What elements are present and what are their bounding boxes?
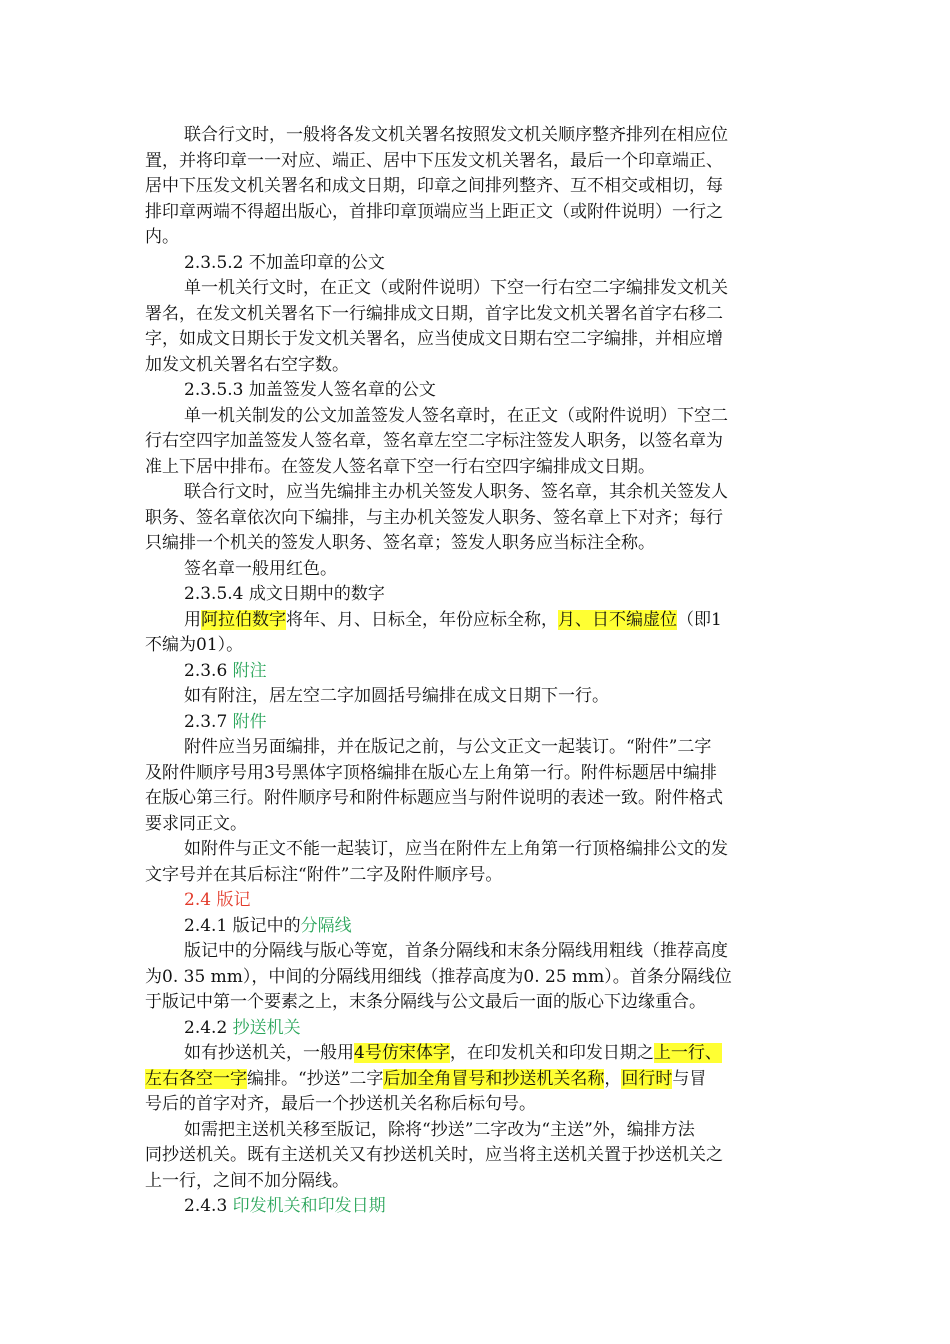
- text-segment: 加发文机关署名右空字数。: [145, 354, 349, 375]
- text-line: [145, 506, 805, 532]
- text-segment: 文字号并在其后标注“附件”二字及附件顺序号。: [145, 864, 503, 885]
- text-line: [145, 302, 805, 328]
- text-segment: （即1: [677, 609, 722, 630]
- text-line: [145, 837, 805, 863]
- text-segment: 单一机关制发的公文加盖签发人签名章时，在正文（或附件说明）下空二: [184, 405, 728, 426]
- text-segment: 如需把主送机关移至版记，除将“抄送”二字改为“主送”外，编排方法: [184, 1119, 695, 1140]
- text-line: [145, 990, 805, 1016]
- highlighted-text: 回行时: [621, 1068, 673, 1089]
- text-line: [145, 251, 805, 277]
- text-segment: 要求同正文。: [145, 813, 247, 834]
- text-line: [145, 1118, 805, 1144]
- colored-heading-text: 2.4 版记: [184, 890, 251, 910]
- text-line: [145, 149, 805, 175]
- text-line: [145, 200, 805, 226]
- text-line: [145, 710, 805, 736]
- text-segment: 单一机关行文时，在正文（或附件说明）下空一行右空二字编排发文机关: [184, 278, 728, 298]
- colored-heading-text: 附件: [232, 711, 267, 732]
- text-segment: 同抄送机关。既有主送机关又有抄送机关时，应当将主送机关置于抄送机关之: [145, 1145, 723, 1165]
- text-line: [145, 174, 805, 200]
- colored-heading-text: 分隔线: [300, 915, 352, 936]
- text-line: [145, 429, 805, 455]
- text-line: [145, 812, 805, 838]
- text-segment: 字，如成文日期长于发文机关署名，应当使成文日期右空二字编排，并相应增: [145, 329, 723, 349]
- text-line: [145, 863, 805, 889]
- text-line: [145, 914, 805, 940]
- text-line: [145, 1169, 805, 1195]
- text-segment: 居中下压发文机关署名和成文日期，印章之间排列整齐、互不相交或相切，每: [145, 176, 723, 196]
- text-segment: 附件应当另面编排，并在版记之前，与公文正文一起装订。“附件”二字: [184, 737, 712, 757]
- document-body: [145, 123, 805, 1220]
- text-line: [145, 353, 805, 379]
- text-segment: 版记中的分隔线与版心等宽，首条分隔线和末条分隔线用粗线（推荐高度: [184, 941, 728, 961]
- text-segment: 行右空四字加盖签发人签名章，签名章左空二字标注签发人职务，以签名章为: [145, 431, 723, 451]
- text-segment: 2.3.5.4 成文日期中的数字: [184, 584, 385, 604]
- text-line: [145, 761, 805, 787]
- text-line: [145, 480, 805, 506]
- text-line: [145, 1194, 805, 1220]
- text-line: [145, 378, 805, 404]
- highlighted-text: 阿拉伯数字: [201, 609, 286, 630]
- text-line: [145, 1092, 805, 1118]
- text-segment: 号后的首字对齐，最后一个抄送机关名称后标句号。: [145, 1094, 536, 1114]
- text-line: [145, 1041, 805, 1067]
- text-segment: 与冒: [672, 1068, 707, 1089]
- text-line: [145, 327, 805, 353]
- text-line: [145, 684, 805, 710]
- text-segment: 签名章一般用红色。: [184, 558, 337, 579]
- text-segment: 联合行文时，应当先编排主办机关签发人职务、签名章，其余机关签发人: [184, 482, 728, 502]
- text-line: [145, 582, 805, 608]
- text-segment: 2.3.5.2 不加盖印章的公文: [184, 252, 385, 273]
- colored-heading-text: 印发机关和印发日期: [232, 1196, 386, 1216]
- text-segment: 用: [184, 609, 201, 630]
- text-segment: 不编为01）。: [145, 635, 244, 655]
- text-segment: 2.4.1 版记中的: [184, 915, 301, 936]
- highlighted-text: 月、日不编虚位: [558, 609, 677, 630]
- text-segment: 内。: [145, 227, 179, 247]
- text-segment: 如有抄送机关，一般用: [184, 1043, 354, 1063]
- text-line: [145, 404, 805, 430]
- text-line: [145, 888, 805, 914]
- text-segment: 2.3.6: [184, 660, 233, 681]
- text-segment: 2.3.5.3 加盖签发人签名章的公文: [184, 380, 436, 400]
- text-line: [145, 557, 805, 583]
- text-segment: 2.4.2: [184, 1017, 233, 1038]
- colored-heading-text: 抄送机关: [232, 1017, 301, 1038]
- text-line: [145, 633, 805, 659]
- text-line: [145, 735, 805, 761]
- text-segment: 上一行，之间不加分隔线。: [145, 1170, 349, 1191]
- text-segment: 2.3.7: [184, 711, 233, 732]
- text-line: [145, 276, 805, 302]
- text-segment: 职务、签名章依次向下编排，与主办机关签发人职务、签名章上下对齐；每行: [145, 507, 723, 528]
- text-segment: 编排。“抄送”二字: [247, 1068, 384, 1089]
- text-segment: ，在印发机关和印发日期之: [449, 1043, 654, 1063]
- text-line: [145, 123, 805, 149]
- text-line: [145, 1143, 805, 1169]
- text-segment: 及附件顺序号用3号黑体字顶格编排在版心左上角第一行。附件标题居中编排: [145, 762, 717, 783]
- text-line: [145, 786, 805, 812]
- text-line: [145, 1067, 805, 1093]
- text-segment: 只编排一个机关的签发人职务、签名章；签发人职务应当标注全称。: [145, 533, 655, 553]
- text-segment: 将年、月、日标全，年份应标全称，: [286, 609, 558, 630]
- highlighted-text: 上一行、: [653, 1043, 722, 1063]
- highlighted-text: 后加全角冒号和抄送机关名称: [383, 1068, 605, 1089]
- text-segment: 在版心第三行。附件顺序号和附件标题应当与附件说明的表述一致。附件格式: [145, 788, 723, 808]
- text-segment: ，: [604, 1068, 622, 1089]
- text-line: [145, 1016, 805, 1042]
- text-line: [145, 939, 805, 965]
- highlighted-text: 4号仿宋体字: [354, 1043, 450, 1063]
- text-segment: 如有附注，居左空二字加圆括号编排在成文日期下一行。: [184, 686, 609, 706]
- text-segment: 联合行文时，一般将各发文机关署名按照发文机关顺序整齐排列在相应位: [184, 125, 728, 145]
- text-line: [145, 531, 805, 557]
- text-segment: 排印章两端不得超出版心，首排印章顶端应当上距正文（或附件说明）一行之: [145, 201, 723, 222]
- text-line: [145, 455, 805, 481]
- highlighted-text: 左右各空一字: [145, 1068, 247, 1089]
- text-segment: 如附件与正文不能一起装订，应当在附件左上角第一行顶格编排公文的发: [184, 839, 728, 859]
- text-segment: 2.4.3: [184, 1196, 233, 1216]
- text-line: [145, 659, 805, 685]
- text-segment: 置，并将印章一一对应、端正、居中下压发文机关署名，最后一个印章端正、: [145, 150, 723, 171]
- text-segment: 准上下居中排布。在签发人签名章下空一行右空四字编排成文日期。: [145, 456, 655, 477]
- text-line: [145, 608, 805, 634]
- text-segment: 署名，在发文机关署名下一行编排成文日期，首字比发文机关署名首字右移二: [145, 303, 723, 324]
- colored-heading-text: 附注: [232, 660, 267, 681]
- text-line: [145, 965, 805, 991]
- text-line: [145, 225, 805, 251]
- text-segment: 于版记中第一个要素之上，末条分隔线与公文最后一面的版心下边缘重合。: [145, 992, 706, 1012]
- text-segment: 为0. 35 mm），中间的分隔线用细线（推荐高度为0. 25 mm）。首条分隔线位: [145, 966, 732, 987]
